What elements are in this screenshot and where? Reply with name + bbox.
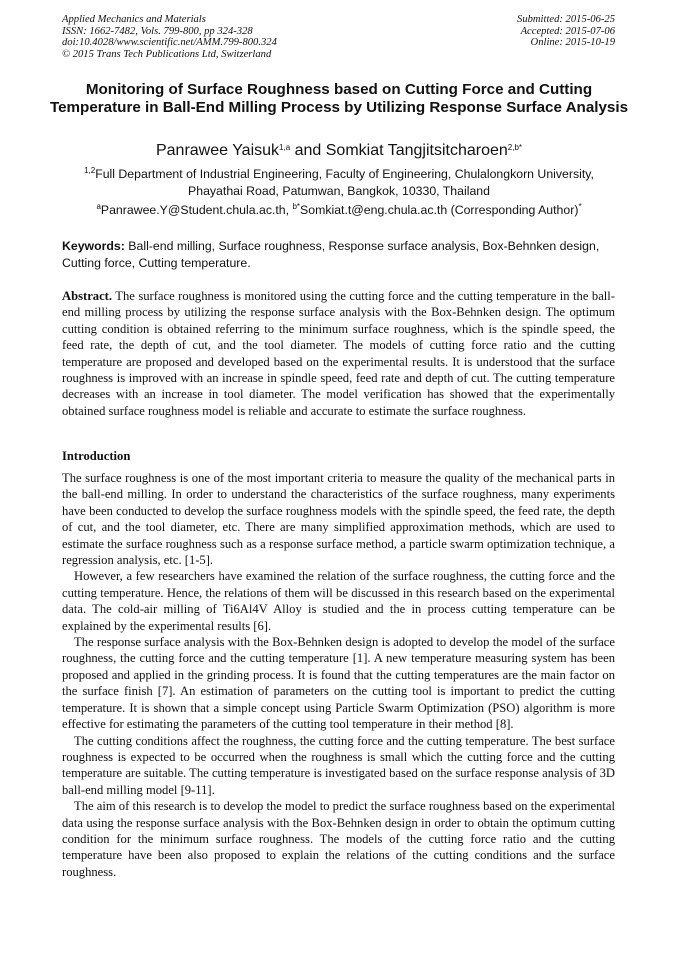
paragraph: The aim of this research is to develop the model to predict the surface roughness based on the experimental data using the response surface analysis with the Box-Behnken design in order to obtain the optimum cutting condition for the minimum surface roughness. The models of the cutting force ratio and the cutting temperature have been also proposed to explain the relations of the cutting conditions and the surface roughness.	[62, 799, 615, 879]
author-1-sup: 1,a	[279, 143, 291, 152]
paragraph: The surface roughness is one of the most important criteria to measure the quality of the mechanical parts in the ball-end milling. In order to understand the characteristics of the surface roughness, many experiments have been conducted to develop the surface roughness models with the spindle speed, the feed rate, the depth of cut, and the tool diameter, etc. There are many simplified approximation methods, which are used to estimate the surface roughness such as a response surface method, a particle swarm optimization technique, a regression analysis, etc. [1-5].	[62, 471, 615, 568]
section-heading-introduction: Introduction	[62, 449, 131, 463]
author-2: Somkiat Tangjitsitcharoen	[325, 142, 508, 159]
issn: ISSN: 1662-7482, Vols. 799-800, pp 324-328	[62, 25, 253, 37]
email-b[interactable]: Somkiat.t@eng.chula.ac.th (Corresponding Author)	[300, 203, 579, 217]
email-a-sup: a	[96, 202, 101, 211]
introduction-body	[62, 470, 615, 880]
authors-and: and	[290, 142, 326, 159]
paragraph: However, a few researchers have examined the relation of the surface roughness, the cutting force and the cutting temperature. Hence, the relations of them will be discussed in this research based on the experimental data. The cold-air milling of Ti6Al4V Alloy is studied and the in process cutting temperature can be explained by the experimental results [6].	[62, 569, 615, 633]
email-a[interactable]: Panrawee.Y@Student.chula.ac.th,	[100, 203, 293, 217]
authors	[0, 142, 678, 160]
abstract	[62, 288, 615, 419]
online-date: Online: 2015-10-19	[530, 37, 615, 49]
emails	[40, 203, 638, 217]
journal-info	[62, 14, 277, 60]
journal-name: Applied Mechanics and Materials	[62, 14, 206, 25]
affiliation-line-2: Phayathai Road, Patumwan, Bangkok, 10330, Thailand	[188, 183, 490, 198]
abstract-label: Abstract.	[62, 289, 113, 303]
accepted-date: Accepted: 2015-07-06	[520, 25, 615, 37]
author-1: Panrawee Yaisuk	[155, 142, 280, 159]
submitted-date: Submitted: 2015-06-25	[517, 14, 615, 25]
affiliation-line-1: Full Department of Industrial Engineering, Faculty of Engineering, Chulalongkorn University,	[95, 167, 594, 181]
affiliation-sup: 1,2	[84, 166, 96, 175]
paragraph: The response surface analysis with the Box-Behnken design is adopted to develop the model of the surface roughness, the cutting force and the cutting temperature [1]. A new temperature measuring system has been proposed and applied in the grinding process. It is found that the cutting temperatures are the main factor on the surface finish [7]. An estimation of parameters on the cutting tool is important to predict the cutting temperature. It is shown that a simple concept using Particle Swarm Optimization (PSO) algorithm is more effective for estimating the parameters of the cutting tool temperature in their method [8].	[62, 635, 615, 732]
paper-title: Monitoring of Surface Roughness based on Cutting Force and Cutting Temperature in Ball-End Milling Process by Utilizing Response Surface Analysis	[49, 81, 629, 116]
dates-info	[517, 14, 615, 49]
keywords-label: Keywords:	[62, 239, 125, 253]
email-end-sup: *	[578, 202, 582, 211]
keywords	[62, 238, 615, 271]
affiliation	[40, 166, 638, 199]
doi: doi:10.4028/www.scientific.net/AMM.799-800.324	[62, 37, 277, 49]
copyright: © 2015 Trans Tech Publications Ltd, Switzerland	[62, 48, 272, 60]
paragraph: The cutting conditions affect the roughness, the cutting force and the cutting temperature. The best surface roughness is expected to be occurred when the roughness is small which the cutting force and the cutting temperature are suitable. The cutting temperature is investigated based on the surface response analysis of 3D ball-end milling model [9-11].	[62, 733, 615, 797]
abstract-text: The surface roughness is monitored using the cutting force and the cutting temperature in the ball-end milling process by utilizing the response surface analysis with the Box-Behnken design. The optimum cutting condition is obtained referring to the minimum surface roughness, which is the spindle speed, the feed rate, the depth of cut, and the tool diameter. The models of cutting force ratio and the cutting temperature are proposed and developed based on the experimental results. It is understood that the surface roughness is improved with an increase in spindle speed, feed rate and depth of cut. The cutting temperature decreases with an increase in tool diameter. The model verification has showed that the experimentally obtained surface roughness model is reliable and accurate to estimate the surface roughness.	[62, 289, 615, 418]
author-2-sup: 2,b*	[507, 143, 523, 152]
keywords-text: Ball-end milling, Surface roughness, Response surface analysis, Box-Behnken design, Cutting force, Cutting temperature.	[62, 239, 600, 270]
email-b-sup: b*	[292, 202, 301, 211]
